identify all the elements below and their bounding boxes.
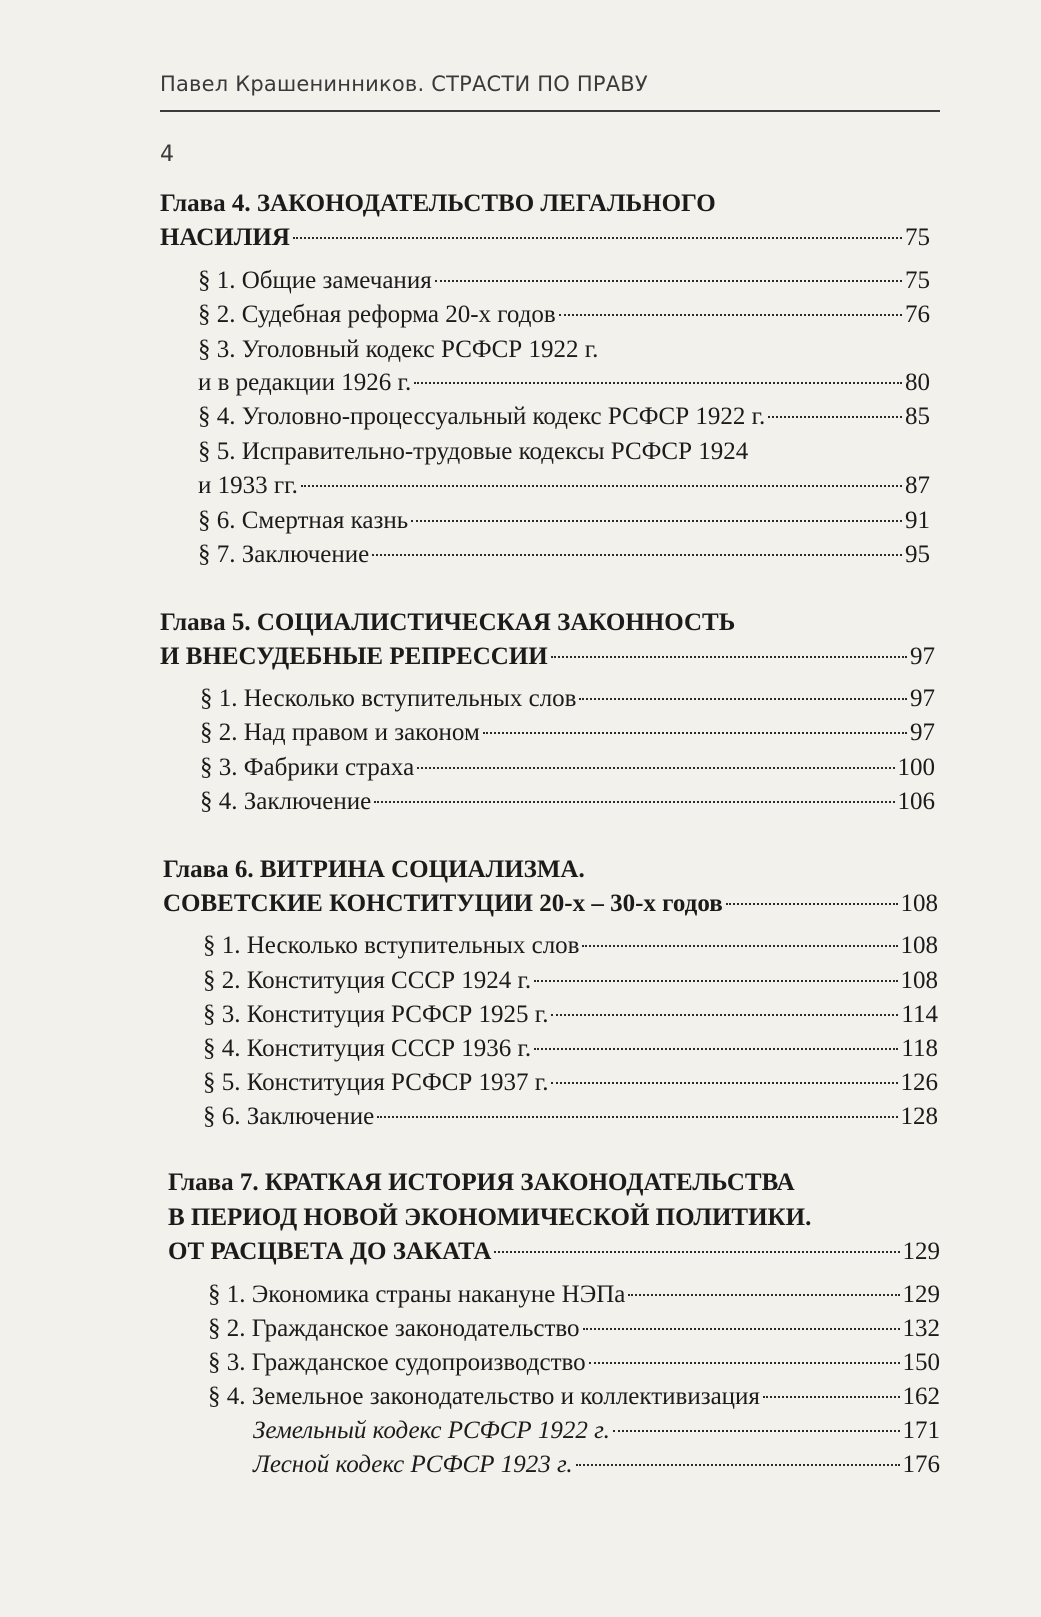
chapter-6-entry (163, 888, 938, 920)
toc-entry: § 1. Несколько вступительных слов 97 (200, 685, 935, 712)
toc-entry: и в редакции 1926 г. 80 (198, 369, 930, 396)
toc-entry-line1: § 5. Исправительно-трудовые кодексы РСФСР 1924 (198, 438, 749, 465)
toc-entry: § 5. Конституция РСФСР 1937 г. 126 (203, 1069, 938, 1096)
toc-entry: § 1. Общие замечания 75 (198, 267, 930, 294)
toc-entry: § 2. Судебная реформа 20-х годов 76 (198, 301, 930, 328)
chapter-6-page: 108 (900, 890, 938, 917)
toc-entry: § 6. Смертная казнь 91 (198, 507, 930, 534)
toc-entry: § 3. Гражданское судопроизводство 150 (208, 1349, 940, 1376)
toc-entry: § 4. Уголовно-процессуальный кодекс РСФСР 1922 г. 85 (198, 403, 930, 430)
toc-entry: § 3. Фабрики страха 100 (200, 754, 935, 781)
toc-entry: § 2. Конституция СССР 1924 г. 108 (203, 967, 938, 994)
toc-entry: § 4. Земельное законодательство и коллективизация 162 (208, 1383, 940, 1410)
chapter-6-title-line1: Глава 6. ВИТРИНА СОЦИАЛИЗМА. (163, 856, 585, 883)
chapter-4-title-line2: НАСИЛИЯ (160, 224, 290, 251)
toc-entry: § 1. Экономика страны накануне НЭПа 129 (208, 1281, 940, 1308)
chapter-4-entry (160, 222, 930, 254)
chapter-7-title-line1: Глава 7. КРАТКАЯ ИСТОРИЯ ЗАКОНОДАТЕЛЬСТВА (168, 1169, 795, 1196)
toc-entry: § 6. Заключение 128 (203, 1103, 938, 1130)
chapter-4-title-line1: Глава 4. ЗАКОНОДАТЕЛЬСТВО ЛЕГАЛЬНОГО (160, 190, 716, 217)
leader-dots (293, 237, 902, 239)
chapter-5-page: 97 (910, 643, 935, 670)
toc-entry: § 2. Над правом и законом 97 (200, 719, 935, 746)
toc-entry: § 2. Гражданское законодательство 132 (208, 1315, 940, 1342)
toc-entry-line1: § 3. Уголовный кодекс РСФСР 1922 г. (198, 336, 599, 363)
page-number: 4 (160, 142, 174, 167)
header-rule (160, 110, 940, 112)
chapter-4-page: 75 (905, 224, 930, 251)
running-title: Павел Крашенинников. СТРАСТИ ПО ПРАВУ (160, 72, 648, 96)
chapter-7-entry (168, 1236, 940, 1268)
chapter-5-entry (160, 641, 935, 673)
chapter-5-title-line1: Глава 5. СОЦИАЛИСТИЧЕСКАЯ ЗАКОННОСТЬ (160, 609, 736, 636)
toc-entry: § 3. Конституция РСФСР 1925 г. 114 (203, 1001, 938, 1028)
chapter-7-title-line3: ОТ РАСЦВЕТА ДО ЗАКАТА (168, 1238, 492, 1265)
toc-entry: § 4. Заключение 106 (200, 788, 935, 815)
chapter-5-title-line2: И ВНЕСУДЕБНЫЕ РЕПРЕССИИ (160, 643, 548, 670)
toc-entry: § 1. Несколько вступительных слов 108 (203, 932, 938, 959)
toc-subentry: Земельный кодекс РСФСР 1922 г. 171 (253, 1417, 940, 1444)
toc-entry: и 1933 гг. 87 (198, 472, 930, 499)
chapter-7-page: 129 (902, 1238, 940, 1265)
toc-entry: § 4. Конституция СССР 1936 г. 118 (203, 1035, 938, 1062)
chapter-7-title-line2: В ПЕРИОД НОВОЙ ЭКОНОМИЧЕСКОЙ ПОЛИТИКИ. (168, 1204, 812, 1231)
toc-subentry: Лесной кодекс РСФСР 1923 г. 176 (253, 1451, 940, 1478)
toc-entry: § 7. Заключение 95 (198, 541, 930, 568)
chapter-6-title-line2: СОВЕТСКИЕ КОНСТИТУЦИИ 20-х – 30-х годов (163, 890, 723, 917)
